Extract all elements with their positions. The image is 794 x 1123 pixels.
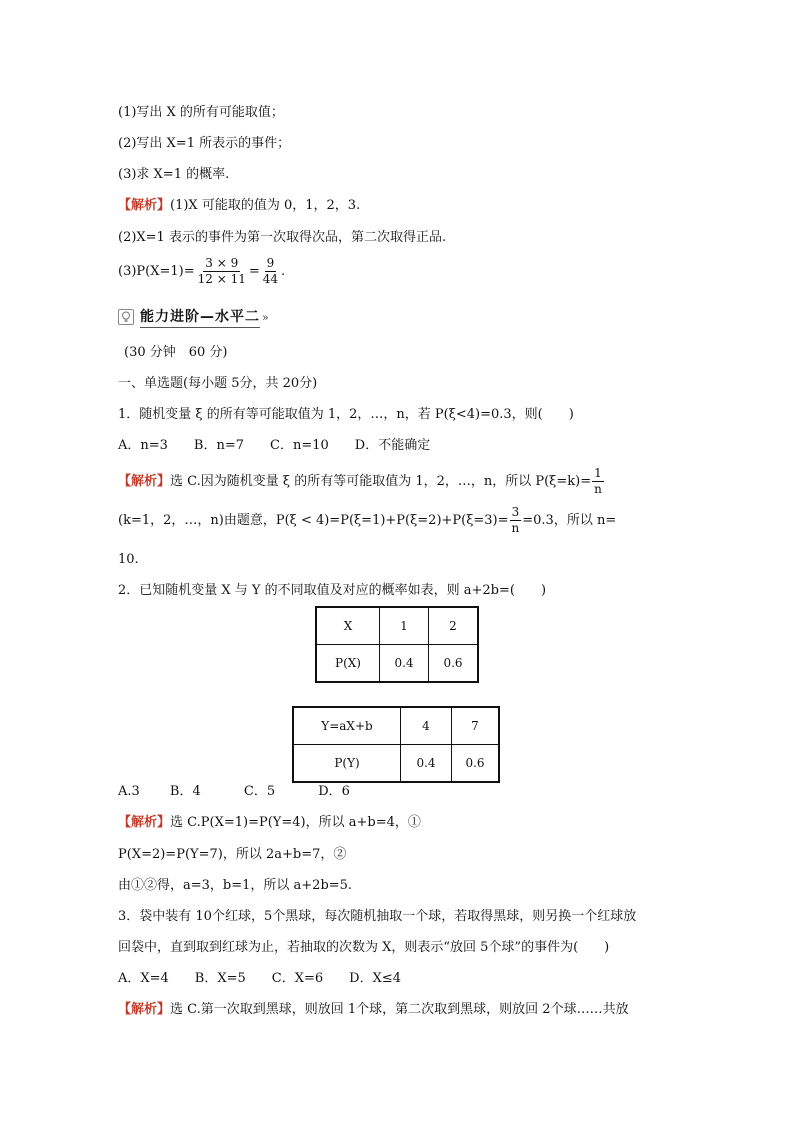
solution-tag: 【解析】	[118, 815, 171, 830]
solution-line: 10.	[118, 552, 139, 567]
double-arrow-icon: »	[262, 310, 269, 324]
solution-text: =0.3，所以 n=	[522, 513, 617, 528]
problem-stem: 1．随机变量 ξ 的所有等可能取值为 1，2，…，n，若 P(ξ<4)=0.3，则( )	[118, 407, 574, 422]
solution-tag: 【解析】	[118, 474, 171, 489]
table-cell: 0.4	[380, 645, 429, 683]
fraction-denominator: n	[511, 521, 520, 535]
fraction	[261, 256, 280, 287]
fraction-denominator: 44	[262, 272, 279, 286]
answer-text: (1)X 可能取的值为 0，1，2，3.	[170, 198, 361, 213]
table-cell: 7	[452, 707, 500, 745]
answer-text: .	[281, 264, 286, 279]
table-cell: Y=aX+b	[293, 707, 401, 745]
question-line: (2)写出 X=1 所表示的事件；	[118, 136, 291, 151]
probability-table-y	[292, 706, 500, 783]
question-line: (3)求 X=1 的概率.	[118, 167, 230, 182]
answer-text: (3)P(X=1)=	[118, 264, 195, 279]
problem-options: A．n=3 B．n=7 C．n=10 D．不能确定	[118, 438, 431, 453]
problem-options: A.3 B．4 C．5 D．6	[118, 784, 350, 799]
question-type-heading: 一、单选题(每小题 5分，共 20分)	[118, 376, 318, 391]
solution-text: (k=1，2，…，n)由题意，P(ξ < 4)=P(ξ=1)+P(ξ=2)+P(ξ=3)=	[118, 513, 509, 528]
table-row	[293, 707, 499, 745]
table-cell: 0.6	[429, 645, 479, 683]
solution-tag: 【解析】	[118, 198, 171, 213]
table-row	[293, 745, 499, 783]
fraction	[510, 505, 522, 536]
fraction	[196, 256, 248, 287]
solution-line	[118, 1000, 629, 1020]
bulb-icon	[118, 309, 134, 325]
fraction-denominator: 12 × 11	[197, 272, 246, 286]
table-cell: P(Y)	[293, 745, 401, 783]
solution-line	[118, 465, 605, 499]
table-row	[316, 607, 478, 645]
solution-tag: 【解析】	[118, 1002, 171, 1017]
answer-line	[118, 196, 360, 216]
question-line: (1)写出 X 的所有可能取值；	[118, 105, 284, 120]
fraction-denominator: n	[594, 482, 602, 496]
table-cell: 0.6	[452, 745, 500, 783]
solution-text: 选 C.P(X=1)=P(Y=4)，所以 a+b=4，①	[170, 815, 421, 830]
table-cell: 4	[401, 707, 452, 745]
table-cell: P(X)	[316, 645, 380, 683]
fraction	[592, 466, 604, 497]
fraction-numerator: 9	[266, 256, 275, 270]
solution-text: 选 C.第一次取到黑球，则放回 1个球，第二次取到黑球，则放回 2个球……共放	[170, 1002, 629, 1017]
table-cell: 2	[429, 607, 479, 645]
problem-stem: 3．袋中装有 10个红球，5个黑球，每次随机抽取一个球，若取得黑球，则另换一个红球放	[118, 909, 637, 924]
probability-table-x	[315, 606, 479, 683]
solution-line	[118, 813, 421, 833]
answer-line: (2)X=1 表示的事件为第一次取得次品，第二次取得正品.	[118, 230, 447, 245]
section-title: 能力进阶—水平二	[140, 306, 260, 328]
problem-stem: 回袋中，直到取到红球为止，若抽取的次数为 X，则表示“放回 5个球”的事件为( )	[118, 940, 610, 955]
time-info: (30 分钟 60 分)	[124, 345, 228, 360]
fraction-numerator: 1	[594, 466, 602, 480]
fraction-numerator: 3	[511, 505, 520, 519]
table-cell: X	[316, 607, 380, 645]
answer-line	[118, 255, 285, 289]
solution-text: 选 C.因为随机变量 ξ 的所有等可能取值为 1，2，…，n，所以 P(ξ=k)=	[170, 474, 592, 489]
solution-line	[118, 504, 616, 538]
section-header	[118, 307, 269, 327]
table-cell: 1	[380, 607, 429, 645]
problem-options: A．X=4 B．X=5 C．X=6 D．X≤4	[118, 971, 401, 986]
table-cell: 0.4	[401, 745, 452, 783]
fraction-numerator: 3 × 9	[205, 256, 239, 270]
solution-line: 由①②得，a=3，b=1，所以 a+2b=5.	[118, 878, 353, 893]
table-row	[316, 645, 478, 683]
problem-stem: 2．已知随机变量 X 与 Y 的不同取值及对应的概率如表，则 a+2b=( )	[118, 583, 547, 598]
equals-sign: =	[248, 264, 260, 279]
solution-line: P(X=2)=P(Y=7)，所以 2a+b=7，②	[118, 847, 347, 862]
